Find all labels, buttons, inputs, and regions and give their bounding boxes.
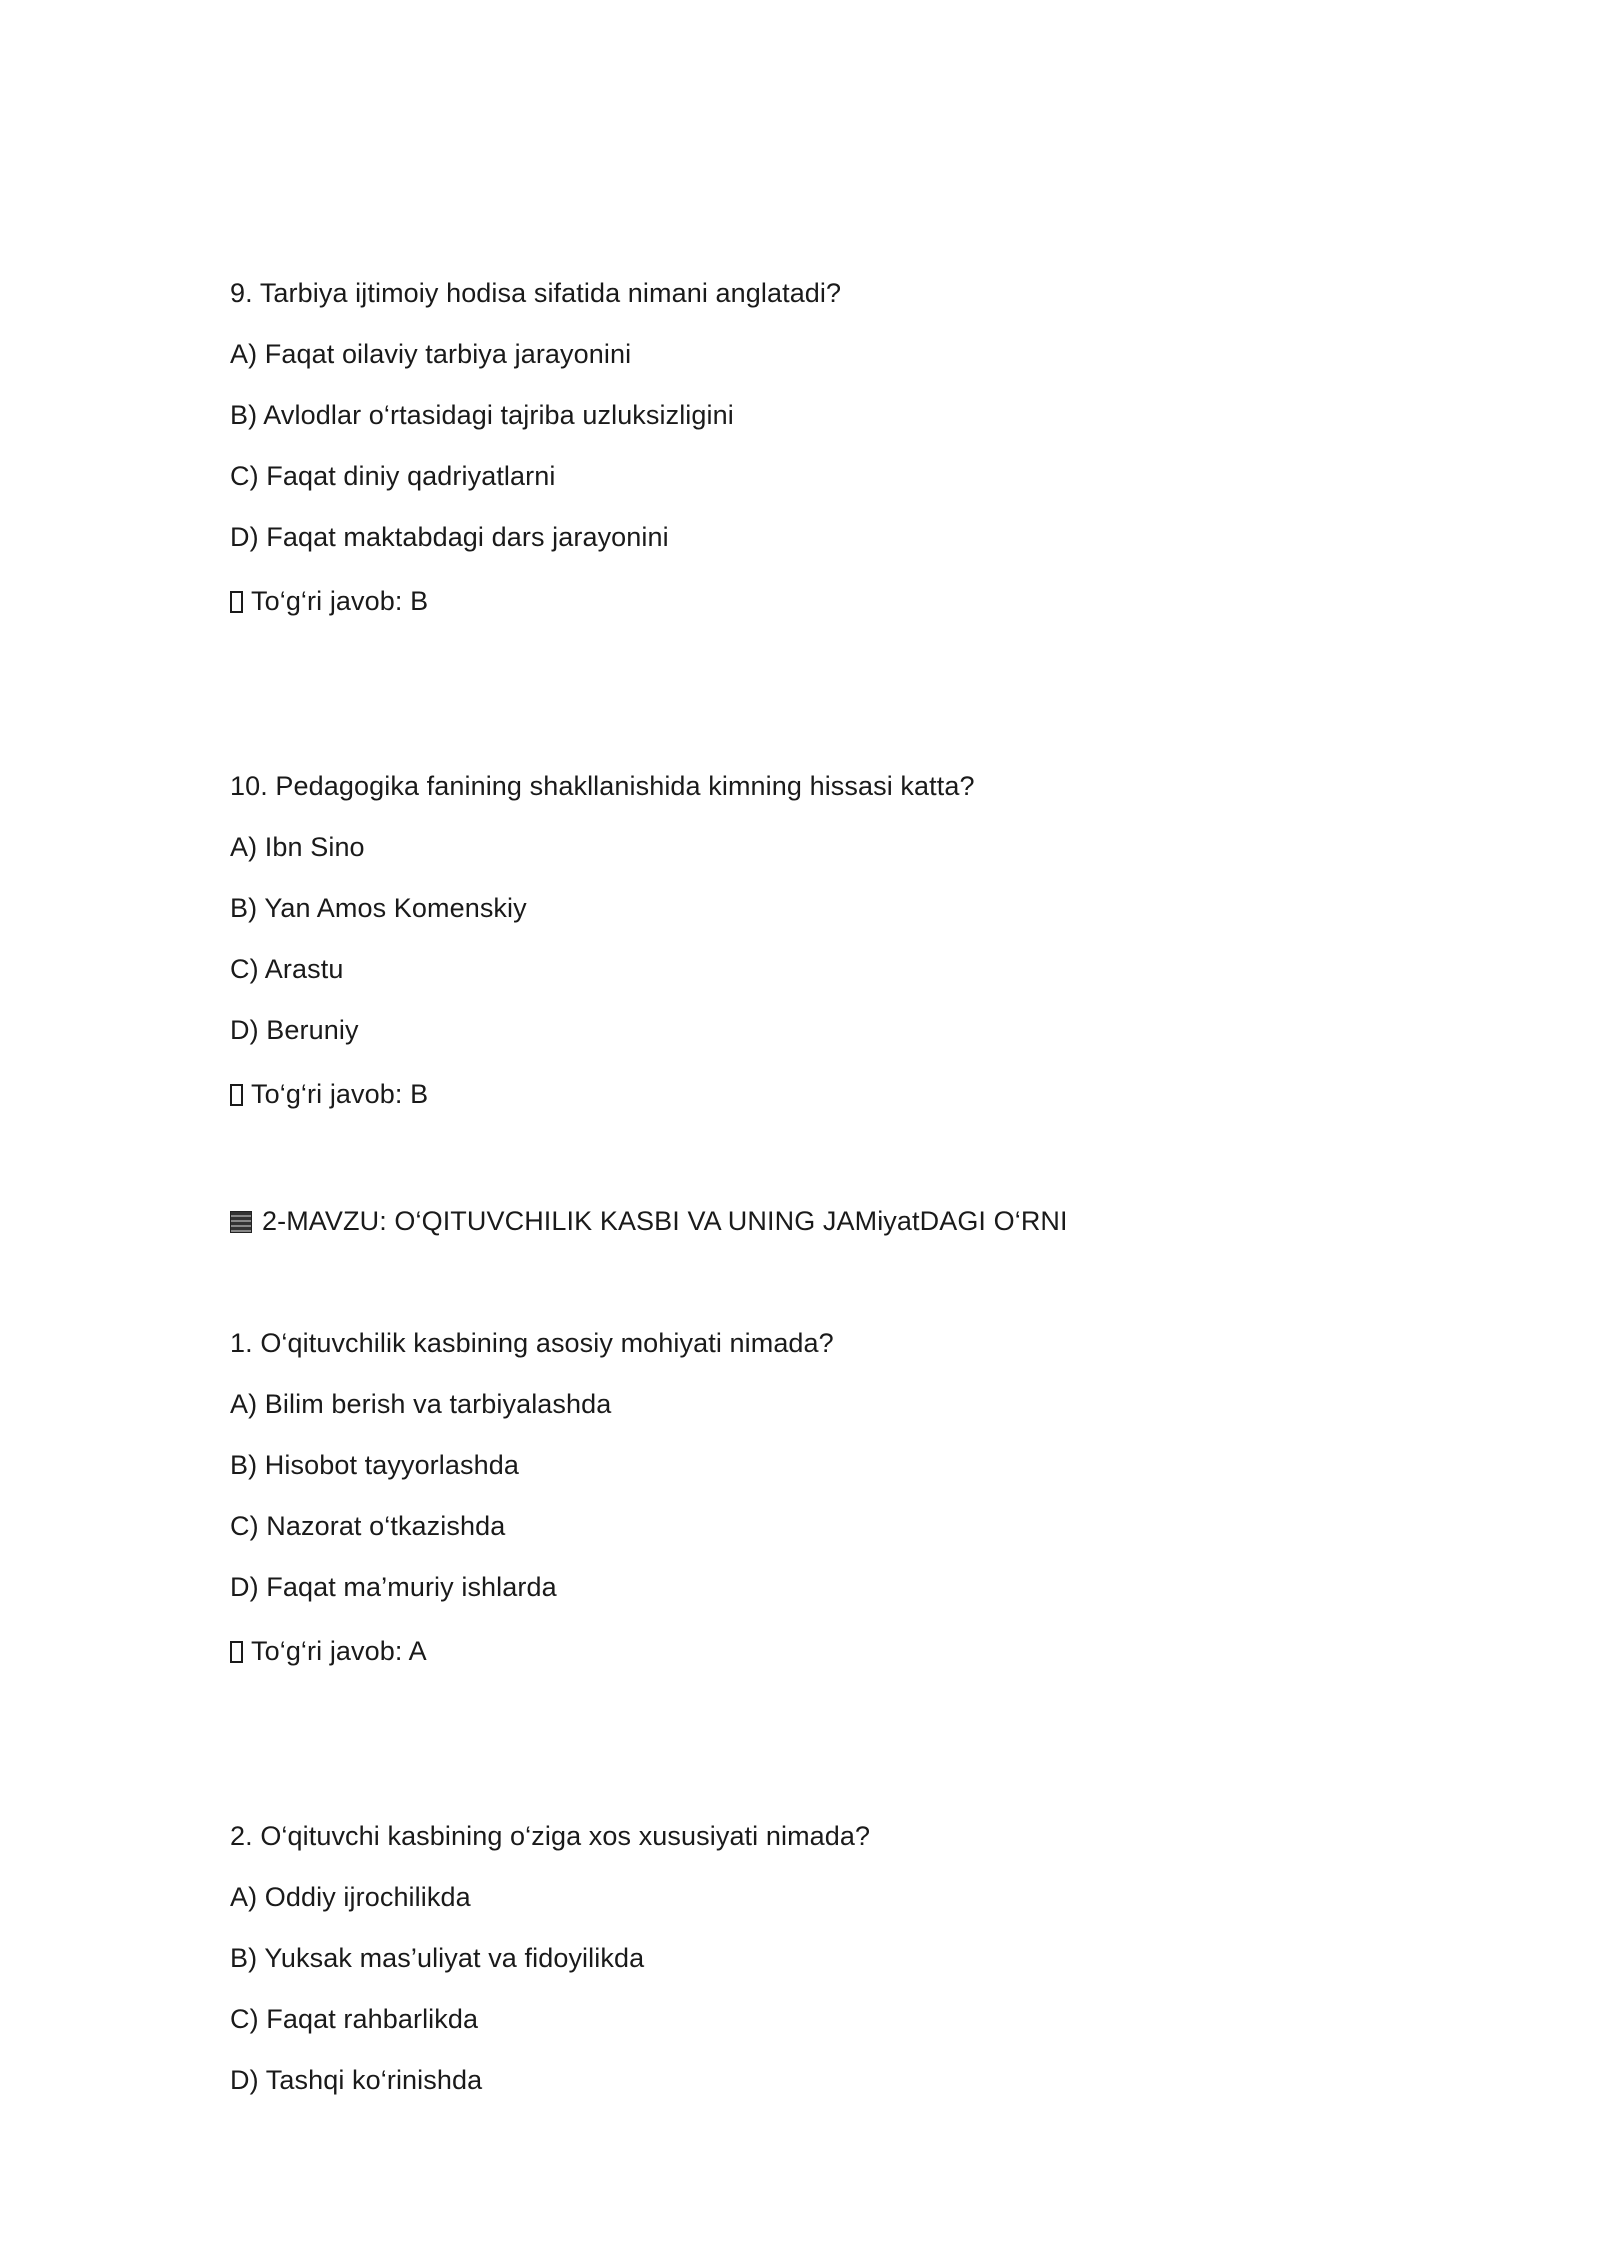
- section-heading: [230, 1204, 1068, 1238]
- section-question-1-answer: [230, 1634, 427, 1668]
- section-question-2-option-d: D) Tashqi ko‘rinishda: [230, 2065, 483, 2095]
- missing-glyph-icon: [230, 1641, 243, 1663]
- question-9: 9. Tarbiya ijtimoiy hodisa sifatida nimani anglatadi?: [230, 278, 842, 308]
- section-question-1-option-d: D) Faqat ma’muriy ishlarda: [230, 1572, 557, 1602]
- section-question-1-option-a: A) Bilim berish va tarbiyalashda: [230, 1389, 612, 1419]
- question-9-option-c: C) Faqat diniy qadriyatlarni: [230, 461, 556, 491]
- question-10-answer: [230, 1077, 428, 1111]
- question-10-option-c: C) Arastu: [230, 954, 344, 984]
- question-9-answer: [230, 584, 428, 618]
- section-question-1: 1. O‘qituvchilik kasbining asosiy mohiyati nimada?: [230, 1328, 834, 1358]
- question-10-option-b: B) Yan Amos Komenskiy: [230, 893, 527, 923]
- question-10-option-a: A) Ibn Sino: [230, 832, 365, 862]
- question-10: 10. Pedagogika fanining shakllanishida kimning hissasi katta?: [230, 771, 975, 801]
- section-question-1-answer-text: To‘g‘ri javob: A: [251, 1636, 427, 1666]
- section-question-1-option-c: C) Nazorat o‘tkazishda: [230, 1511, 506, 1541]
- question-9-option-a: A) Faqat oilaviy tarbiya jarayonini: [230, 339, 632, 369]
- section-question-2: 2. O‘qituvchi kasbining o‘ziga xos xususiyati nimada?: [230, 1821, 871, 1851]
- document-icon: [230, 1211, 252, 1233]
- section-question-1-option-b: B) Hisobot tayyorlashda: [230, 1450, 519, 1480]
- section-question-2-option-c: C) Faqat rahbarlikda: [230, 2004, 479, 2034]
- question-10-answer-text: To‘g‘ri javob: B: [251, 1079, 429, 1109]
- question-10-option-d: D) Beruniy: [230, 1015, 359, 1045]
- section-title: 2-MAVZU: O‘QITUVCHILIK KASBI VA UNING JAMiyatDAGI O‘RNI: [262, 1206, 1068, 1236]
- section-question-2-option-a: A) Oddiy ijrochilikda: [230, 1882, 471, 1912]
- section-question-2-option-b: B) Yuksak mas’uliyat va fidoyilikda: [230, 1943, 645, 1973]
- question-9-option-d: D) Faqat maktabdagi dars jarayonini: [230, 522, 669, 552]
- missing-glyph-icon: [230, 1084, 243, 1106]
- missing-glyph-icon: [230, 591, 243, 613]
- question-9-option-b: B) Avlodlar o‘rtasidagi tajriba uzluksizligini: [230, 400, 734, 430]
- question-9-answer-text: To‘g‘ri javob: B: [251, 586, 429, 616]
